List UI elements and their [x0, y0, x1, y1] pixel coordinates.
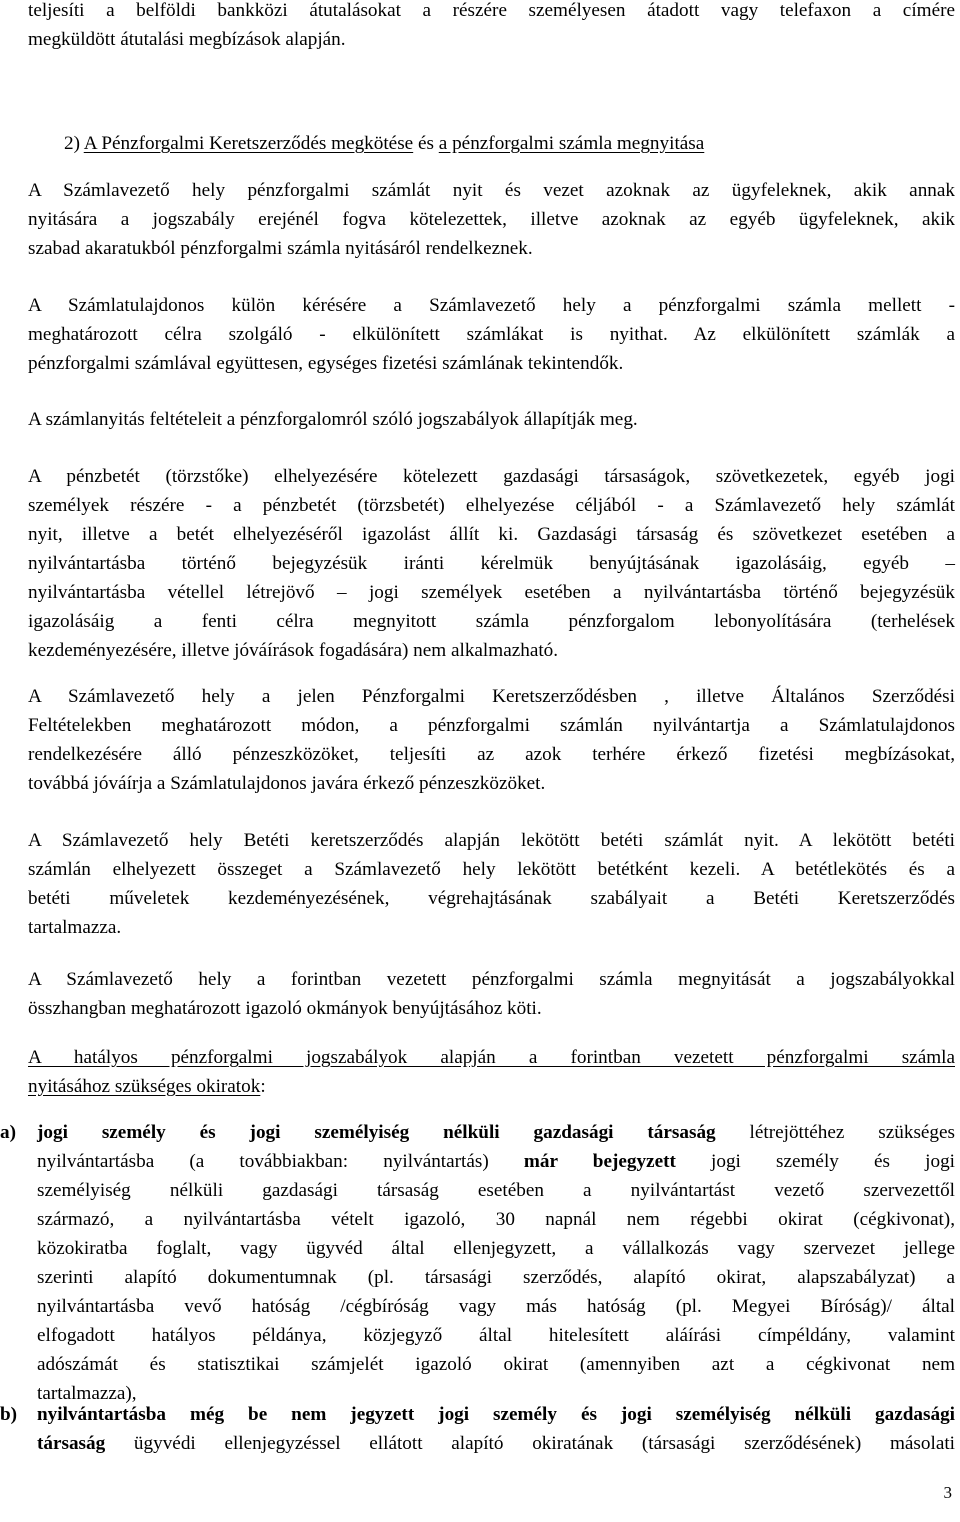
list-marker-b: b): [0, 1404, 18, 1425]
list-item-b: [37, 1400, 955, 1458]
section-heading: [64, 129, 955, 158]
paragraph-1: [28, 176, 955, 263]
heading-colon: :: [260, 1076, 266, 1097]
text-line: adószámát és statisztikai számjelét igazoló okirat (amennyiben azt a cégkivonat nem: [37, 1354, 955, 1375]
text-line: személyek részére - a pénzbetét (törzsbetét) elhelyezése céljából - a Számlavezető hely számlát: [28, 495, 955, 516]
bold-phrase: jogi személy és jogi személyiség nélküli gazdasági társaság: [37, 1122, 716, 1143]
text-line: összhangban meghatározott igazoló okmányok benyújtásához köti.: [28, 998, 542, 1019]
text-fragment: jogi személy és jogi: [675, 1151, 955, 1172]
text-line: rendelkezésére álló pénzeszközöket, teljesíti az azok terhére érkező fizetési megbízásokat,: [28, 744, 955, 765]
text-line: nyit, illetve a betét elhelyezéséről igazolást állít ki. Gazdasági társaság és szövetkezet esetében a: [28, 524, 955, 545]
text-line: pénzforgalmi számlával együttesen, egységes fizetési számlának tekintendők.: [28, 353, 624, 374]
intro-paragraph: [28, 0, 955, 54]
text-line: elfogadott hatályos példánya, közjegyző által hitelesített aláírási címpéldány, valamint: [37, 1325, 955, 1346]
text-line: A Számlavezető hely Betéti keretszerződés alapján lekötött betéti számlát nyit. A lekötött betéti: [28, 830, 955, 851]
text-line: megküldött átutalási megbízások alapján.: [28, 29, 346, 50]
bold-phrase: társaság: [37, 1433, 106, 1454]
required-documents-heading: [28, 1043, 955, 1101]
bold-phrase: már bejegyzett: [523, 1151, 676, 1172]
paragraph-2: [28, 291, 955, 378]
text-line: A számlanyitás feltételeit a pénzforgalomról szóló jogszabályok állapítják meg.: [28, 409, 638, 430]
text-line: nyitására a jogszabály erejénél fogva kötelezettek, illetve azoknak az egyéb ügyfeleknek, akik: [28, 209, 955, 230]
text-line: meghatározott célra szolgáló - elkülönített számlákat is nyithat. Az elkülönített számlák a: [28, 324, 955, 345]
heading-line: nyitásához szükséges okiratok: [28, 1076, 261, 1097]
text-fragment: ügyvédi ellenjegyzéssel ellátott alapító okiratának (társasági szerződésének) másolati: [105, 1433, 955, 1454]
text-line: szerinti alapító dokumentumnak (pl. társasági szerződés, alapító okirat, alapszabályzat) a: [37, 1267, 955, 1288]
text-line: közokiratba foglalt, vagy ügyvéd által ellenjegyzett, a vállalkozás vagy szervezet jellege: [37, 1238, 955, 1259]
text-line: Feltételekben meghatározott módon, a pénzforgalmi számlán nyilvántartja a Számlatulajdonos: [28, 715, 955, 736]
bold-phrase: nyilvántartásba még be nem jegyzett jogi személy és jogi személyiség nélküli gazdasági: [37, 1404, 955, 1425]
text-line: továbbá jóváírja a Számlatulajdonos javára érkező pénzeszközöket.: [28, 773, 546, 794]
text-line: nyilvántartásba történő bejegyzésük iránti kérelmük benyújtásának igazolásáig, egyéb –: [28, 553, 955, 574]
paragraph-7: [28, 965, 955, 1023]
text-line: számlán elhelyezett összeget a Számlavezető hely lekötött betétként kezeli. A betétlekötés és a: [28, 859, 955, 880]
text-line: szabad akaratukból pénzforgalmi számla nyitásáról rendelkeznek.: [28, 238, 533, 259]
text-line: származó, a nyilvántartásba vételt igazoló, 30 napnál nem régebbi okirat (cégkivonat),: [37, 1209, 955, 1230]
section-title-part2: a pénzforgalmi számla megnyitása: [438, 133, 705, 154]
paragraph-6: [28, 826, 955, 942]
text-line: A Számlavezető hely pénzforgalmi számlát nyit és vezet azoknak az ügyfeleknek, akik annak: [28, 180, 955, 201]
paragraph-3: [28, 405, 955, 434]
list-marker-a: a): [0, 1122, 16, 1143]
section-number: 2): [64, 133, 80, 154]
section-title-and: és: [417, 133, 434, 154]
text-line: A Számlavezető hely a jelen Pénzforgalmi Keretszerződésben , illetve Általános Szerződési: [28, 686, 955, 707]
paragraph-4: [28, 462, 955, 665]
text-line: igazolásáig a fenti célra megnyitott számla pénzforgalom lebonyolítására (terhelések: [28, 611, 955, 632]
paragraph-5: [28, 682, 955, 798]
text-line: kezdeményezésére, illetve jóváírások fogadására) nem alkalmazható.: [28, 640, 559, 661]
text-line: A Számlavezető hely a forintban vezetett pénzforgalmi számla megnyitását a jogszabályokkal: [28, 969, 955, 990]
text-line: tartalmazza.: [28, 917, 122, 938]
page-number: 3: [943, 1483, 952, 1502]
text-fragment: létrejöttéhez szükséges: [715, 1122, 956, 1143]
text-line: nyilvántartásba vevő hatóság /cégbíróság vagy más hatóság (pl. Megyei Bíróság)/ által: [37, 1296, 955, 1317]
text-fragment: nyilvántartásba (a továbbiakban: nyilvántartás): [37, 1151, 524, 1172]
text-line: A Számlatulajdonos külön kérésére a Számlavezető hely a pénzforgalmi számla mellett -: [28, 295, 955, 316]
text-line: tartalmazza),: [37, 1383, 137, 1404]
text-line: A pénzbetét (törzstőke) elhelyezésére kötelezett gazdasági társaságok, szövetkezetek, egyéb jogi: [28, 466, 955, 487]
text-line: teljesíti a belföldi bankközi átutalásokat a részére személyesen átadott vagy telefaxon a címére: [28, 0, 955, 21]
section-title-part1: A Pénzforgalmi Keretszerződés megkötése: [83, 133, 414, 154]
list-item-a: [37, 1118, 955, 1408]
text-line: személyiség nélküli gazdasági társaság esetében a nyilvántartást vezető szervezettől: [37, 1180, 955, 1201]
text-line: nyilvántartásba vétellel létrejövő – jogi személyek esetében a nyilvántartásba történő bejegyzésük: [28, 582, 955, 603]
heading-line: A hatályos pénzforgalmi jogszabályok alapján a forintban vezetett pénzforgalmi számla: [28, 1047, 955, 1068]
text-line: betéti műveletek kezdeményezésének, végrehajtásának szabályait a Betéti Keretszerződés: [28, 888, 955, 909]
